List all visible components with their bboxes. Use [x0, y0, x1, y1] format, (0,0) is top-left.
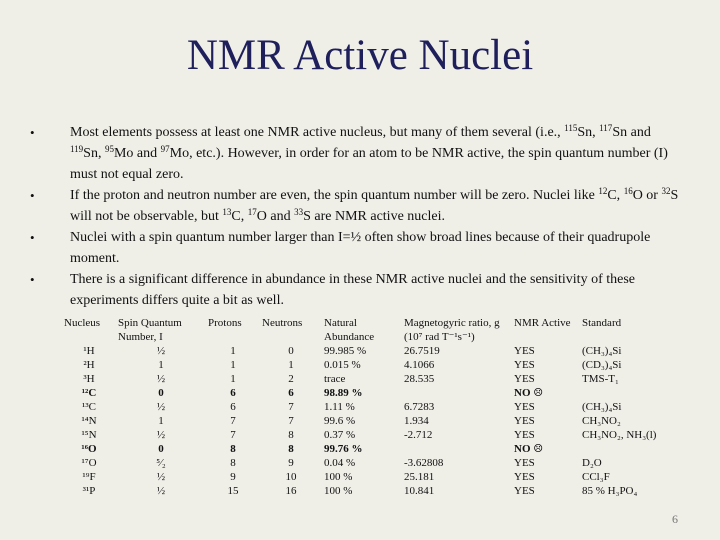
cell-nucleus: ³¹P	[82, 485, 96, 497]
cell-neutrons: 7	[288, 415, 294, 427]
bullet-item: • If the proton and neutron number are even, the spin quantum number will be zero. Nuclei like $^{12}$C, $^{16}$O or $^{32}$S will not be observable, but $^{13}$C, $^{17}$O and $^{33}$S are NMR active nuclei.	[30, 185, 680, 227]
cell-spin: ⁵⁄₂	[156, 457, 166, 469]
cell-neutrons: 8	[288, 443, 294, 455]
cell-gamma	[402, 386, 512, 400]
cell-nucleus: ¹⁶O	[81, 443, 97, 455]
cell-spin: ½	[156, 485, 166, 497]
table-row	[62, 442, 664, 456]
cell-standard: (CD₃)₄Si	[582, 359, 622, 371]
cell-protons: 1	[230, 345, 236, 357]
cell-active: NO ☹	[514, 387, 544, 399]
cell-nucleus: ¹⁹F	[82, 471, 96, 483]
cell-standard	[580, 386, 664, 400]
table-row	[62, 400, 664, 414]
bullet-item: • Nuclei with a spin quantum number larger than I=½ often show broad lines because of their quadrupole moment.	[30, 227, 680, 269]
header-gamma: Magnetogyric ratio, g (10⁷ rad T⁻¹s⁻¹)	[404, 317, 500, 343]
header-standard: Standard	[582, 317, 622, 329]
table-row	[62, 358, 664, 372]
cell-neutrons: 6	[288, 387, 294, 399]
table-row	[62, 386, 664, 400]
cell-neutrons: 7	[288, 401, 294, 413]
cell-abundance: 0.37 %	[324, 429, 356, 441]
bullet-item: • Most elements possess at least one NMR active nucleus, but many of them several (i.e., $^{115}$Sn, $^{117}$Sn and $^{119}$Sn, $^{95}$Mo and $^{97}$Mo, etc.). However, in order for an atom to be NMR active, the spin quantum number (I) must not equal zero.	[30, 122, 680, 185]
cell-spin: ½	[156, 373, 166, 385]
cell-spin: ½	[156, 429, 166, 441]
table-row	[62, 484, 664, 498]
cell-gamma: 1.934	[404, 415, 429, 427]
cell-spin: 1	[158, 415, 164, 427]
cell-protons: 15	[227, 485, 239, 497]
cell-abundance: 0.015 %	[324, 359, 361, 371]
table-row	[62, 344, 664, 358]
cell-gamma: -2.712	[404, 429, 433, 441]
cell-nucleus: ²H	[83, 359, 95, 371]
cell-protons: 8	[230, 443, 236, 455]
cell-abundance: trace	[324, 373, 346, 385]
cell-active: YES	[514, 401, 535, 413]
header-abundance: Natural Abundance	[324, 317, 375, 343]
cell-protons: 7	[230, 429, 236, 441]
cell-neutrons: 16	[285, 485, 297, 497]
cell-standard: (CH₃)₄Si	[582, 345, 622, 357]
cell-standard: CCl₃F	[582, 471, 610, 483]
cell-gamma: -3.62808	[404, 457, 444, 469]
cell-abundance: 99.76 %	[324, 443, 363, 455]
slide-title: NMR Active Nuclei	[186, 32, 534, 79]
cell-gamma: 28.535	[404, 373, 435, 385]
cell-spin: ½	[156, 471, 166, 483]
cell-spin: ½	[156, 345, 166, 357]
cell-standard	[580, 442, 664, 456]
table-row	[62, 372, 664, 386]
table-row	[62, 456, 664, 470]
cell-standard: CH₃NO₂	[582, 415, 621, 427]
cell-gamma	[402, 442, 512, 456]
table-row	[62, 428, 664, 442]
cell-neutrons: 0	[288, 345, 294, 357]
cell-protons: 8	[230, 457, 236, 469]
cell-abundance: 99.6 %	[324, 415, 356, 427]
cell-nucleus: ¹⁵N	[81, 429, 97, 441]
page-number: 6	[672, 512, 678, 526]
header-protons: Protons	[208, 317, 242, 329]
cell-gamma: 10.841	[404, 485, 435, 497]
cell-gamma: 6.7283	[404, 401, 435, 413]
cell-standard: 85 % H₃PO₄	[582, 485, 638, 497]
cell-active: YES	[514, 471, 535, 483]
cell-standard: CH₃NO₂, NH₃(l)	[582, 429, 657, 441]
cell-active: YES	[514, 359, 535, 371]
header-active: NMR Active	[514, 317, 571, 329]
cell-active: YES	[514, 373, 535, 385]
cell-gamma: 26.7519	[404, 345, 440, 357]
cell-standard: (CH₃)₄Si	[582, 401, 622, 413]
cell-nucleus: ¹⁷O	[81, 457, 97, 469]
cell-nucleus: ¹²C	[81, 387, 97, 399]
cell-spin: 1	[158, 359, 164, 371]
cell-neutrons: 1	[288, 359, 294, 371]
cell-abundance: 98.89 %	[324, 387, 363, 399]
cell-active: YES	[514, 345, 535, 357]
cell-spin: ½	[156, 401, 166, 413]
cell-abundance: 1.11 %	[324, 401, 355, 413]
cell-abundance: 0.04 %	[324, 457, 356, 469]
bullet-item: • There is a significant difference in abundance in these NMR active nuclei and the sensitivity of these experiments differs quite a bit as well.	[30, 269, 680, 311]
cell-active: YES	[514, 457, 535, 469]
cell-active: YES	[514, 429, 535, 441]
cell-neutrons: 10	[285, 471, 297, 483]
cell-neutrons: 8	[288, 429, 294, 441]
cell-protons: 1	[230, 359, 236, 371]
table-row	[62, 470, 664, 484]
header-nucleus: Nucleus	[64, 317, 101, 329]
cell-neutrons: 9	[288, 457, 294, 469]
cell-standard: D₂O	[582, 457, 602, 469]
cell-gamma: 4.1066	[404, 359, 435, 371]
cell-abundance: 100 %	[324, 485, 353, 497]
cell-abundance: 100 %	[324, 471, 353, 483]
cell-spin: 0	[158, 387, 164, 399]
cell-abundance: 99.985 %	[324, 345, 367, 357]
cell-protons: 6	[230, 401, 236, 413]
cell-active: YES	[514, 485, 535, 497]
header-spin: Spin Quantum Number, I	[118, 317, 182, 343]
cell-standard: TMS-T₁	[582, 373, 619, 385]
nuclei-table	[62, 316, 664, 498]
cell-neutrons: 2	[288, 373, 294, 385]
cell-protons: 1	[230, 373, 236, 385]
cell-protons: 9	[230, 471, 236, 483]
cell-nucleus: ¹⁴N	[81, 415, 97, 427]
cell-spin: 0	[158, 443, 164, 455]
cell-protons: 6	[230, 387, 236, 399]
bullet-list	[30, 122, 680, 311]
cell-nucleus: ¹³C	[82, 401, 96, 413]
cell-nucleus: ¹H	[83, 345, 95, 357]
cell-nucleus: ³H	[83, 373, 95, 385]
table-header-row	[62, 316, 664, 344]
header-neutrons: Neutrons	[262, 317, 303, 329]
cell-active: YES	[514, 415, 535, 427]
table-body	[62, 344, 664, 498]
cell-active: NO ☹	[514, 443, 544, 455]
cell-protons: 7	[230, 415, 236, 427]
cell-gamma: 25.181	[404, 471, 435, 483]
table-row	[62, 414, 664, 428]
